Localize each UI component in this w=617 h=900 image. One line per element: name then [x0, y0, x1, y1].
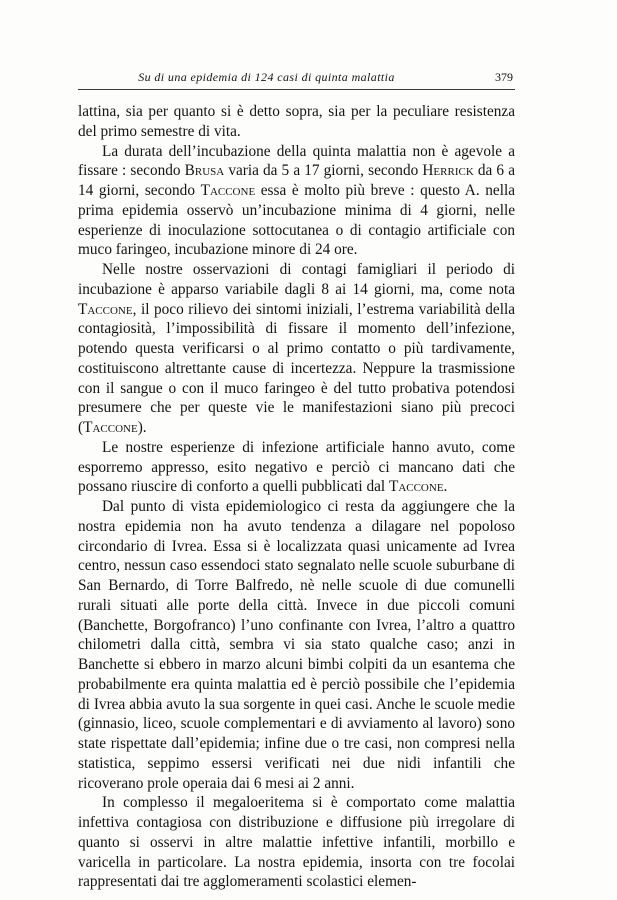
- author-taccone: Taccone: [200, 182, 256, 199]
- author-taccone: Taccone: [83, 419, 138, 436]
- author-taccone: Taccone: [388, 478, 444, 496]
- paragraph-incubation: La durata dell’incubazione della quinta malattia non è agevole a fissare : secondo Brusa varia da 5 a 17 giorni, secondo Herrick da 6 a 14 giorni, secondo Taccone essa è molto più breve : questo A. nella prima epidemia osservò un’incubazione minima di 4 giorni, nelle esperienze di inoculazione sottocutanea o di contagio artificiale con muco faringeo, incubazione minore di 24 ore.: [78, 142, 515, 259]
- paragraph-summary: In complesso il megaloeritema si è comportato come malattia infettiva contagiosa con distribuzione e diffusione più irregolare di quanto si osservi in altre malattie infettive infantili, morbillo e varicella in particolare. La nostra epidemia, insorta con tre focolai rappresentati dai tre agglomeramenti scolastici elemen-: [78, 794, 515, 891]
- author-taccone: Taccone: [78, 300, 133, 318]
- paragraph-epidemiology: Dal punto di vista epidemiologico ci resta da aggiungere che la nostra epidemia non ha avuto tendenza a dilagare nel popoloso circondario di Ivrea. Essa si è localizzata quasi unicamente ad Ivrea centro, nessun caso essendoci stato segnalato nelle scuole suburbane di San Bernardo, di Torre Balfredo, nè nelle scuole di due comunelli rurali situati alle porte della città. Invece in due piccoli comuni (Banchette, Borgofranco) l’uno confinante con Ivrea, l’altro a quattro chilometri dalla città, sembra vi sia stato qualche caso; anzi in Banchette si ebbero in marzo alcuni bimbi colpiti da un esantema che probabilmente era quinta malattia ed è perciò possibile che l’epidemia di Ivrea abbia avuto la sua sorgente in quei casi. Anche le scuole medie (ginnasio, liceo, scuole complementari e di avviamento al lavoro) sono state rispettate dall’epidemia; infine due o tre casi, non compresi nella statistica, seppimo essersi verificati nei due nidi infantili che ricoverano prole operaia dai 6 mesi ai 2 anni.: [78, 498, 515, 792]
- running-title: Su di una epidemia di 124 casi di quinta malattia: [138, 70, 395, 84]
- paragraph-observations: Nelle nostre osservazioni di contagi famigliari il periodo di incubazione è apparso variabile dagli 8 ai 14 giorni, ma, come nota Taccone, il poco rilievo dei sintomi iniziali, l’estrema variabilità della contagiosità, l’impossibilità di fissare il momento dell’infezione, potendo questa verificarsi o al primo contatto o più tardivamente, costituiscono altrettante cause di incertezza. Neppure la trasmissione con il sangue o con il muco faringeo è del tutto probativa potendosi presumere che per queste vie le manifestazioni siano più precoci (Taccone).: [78, 261, 515, 436]
- paragraph-continuation: lattina, sia per quanto si è detto sopra, sia per la peculiare resistenza del primo semestre di vita.: [78, 103, 515, 140]
- author-herrick: Herrick: [422, 162, 474, 180]
- running-header: [78, 67, 515, 90]
- page-number: 379: [495, 70, 513, 84]
- body-text: [78, 102, 515, 892]
- paragraph-experiments: Le nostre esperienze di infezione artificiale hanno avuto, come esporremo appresso, esito negativo e perciò ci mancano dati che possano riuscire di conforto a quelli pubblicati dal Taccone.: [78, 438, 515, 496]
- author-brusa: Brusa: [184, 162, 225, 180]
